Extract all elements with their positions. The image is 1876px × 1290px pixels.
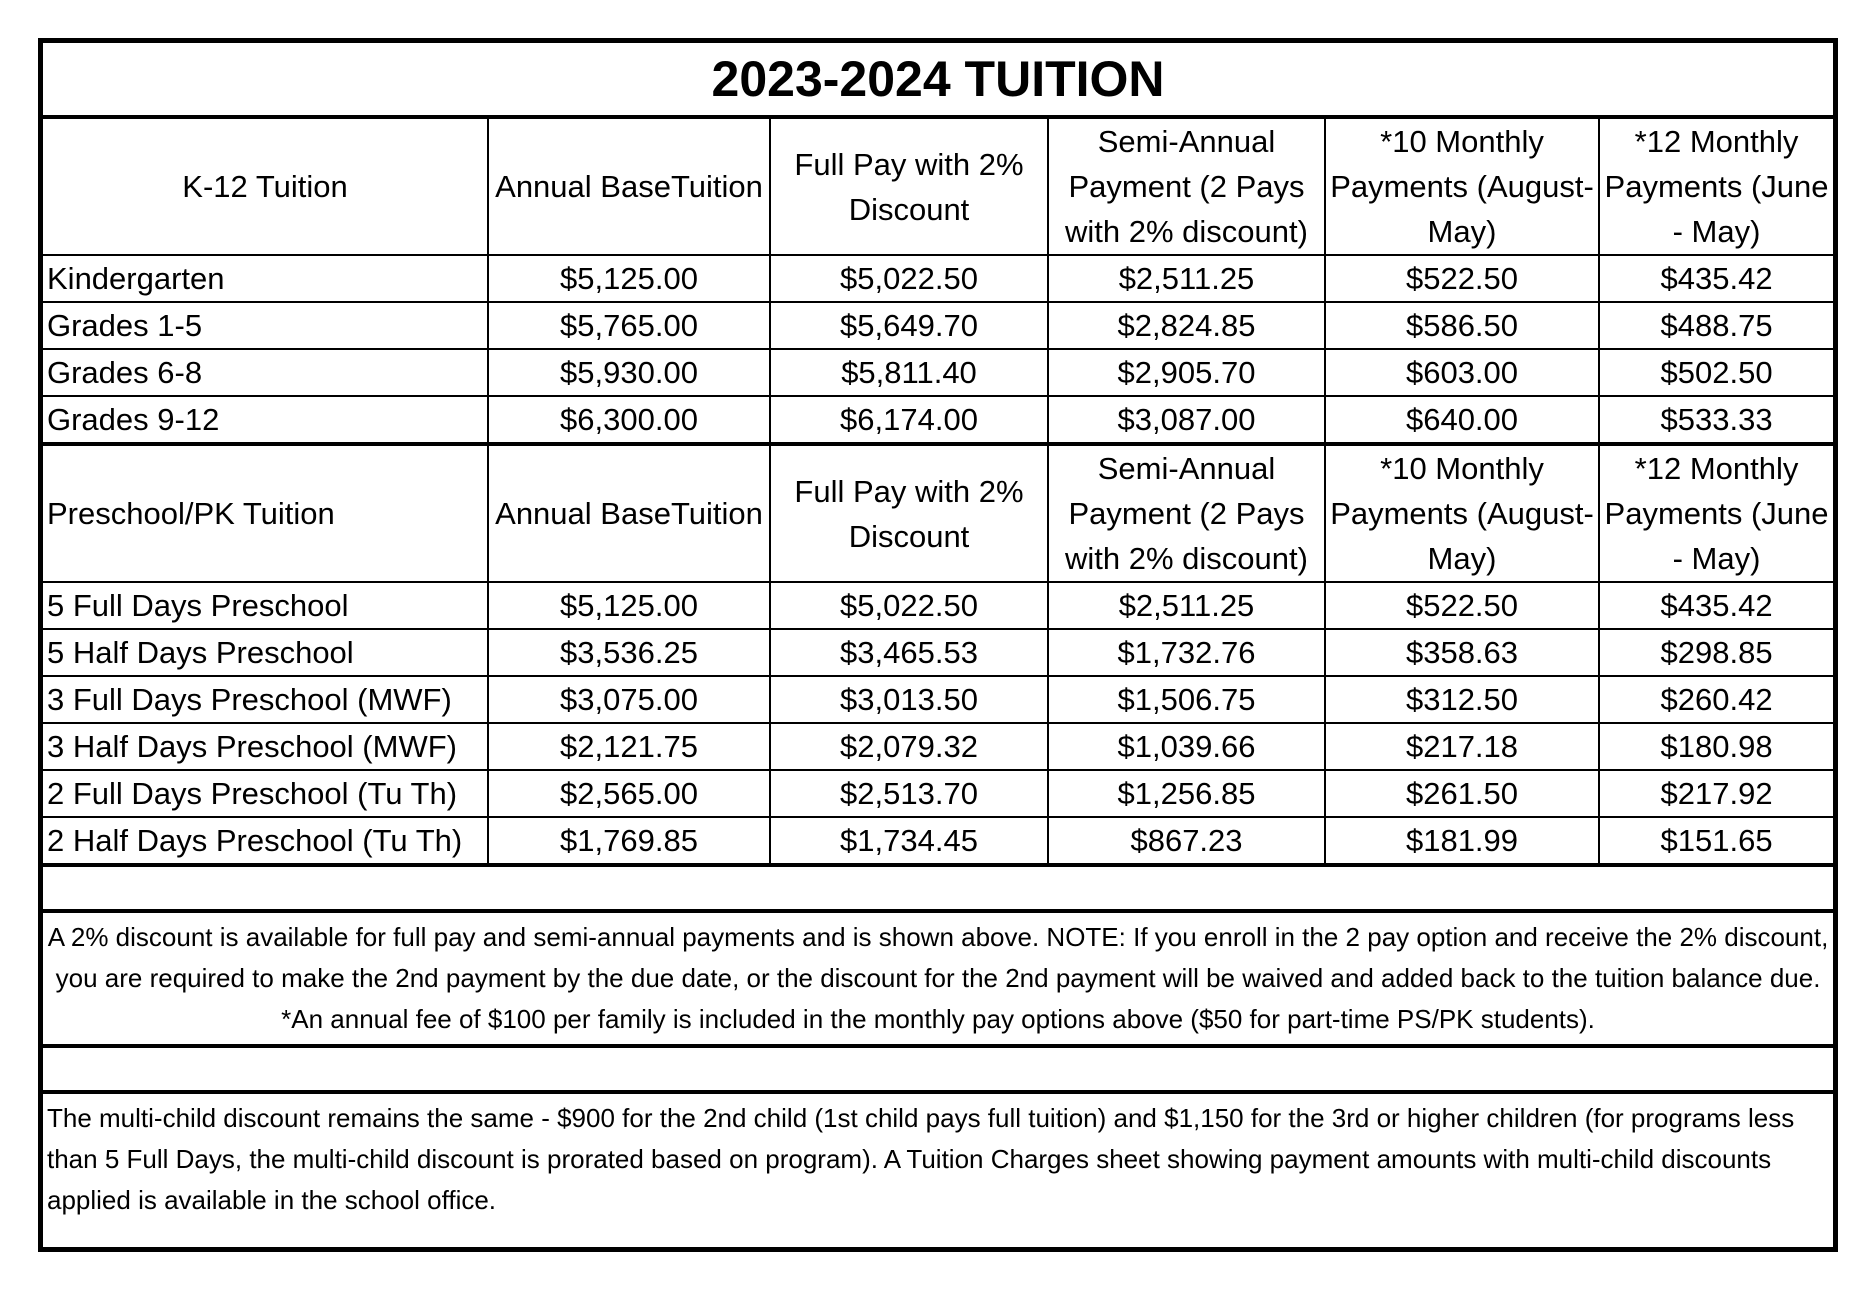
- price-cell: $502.50: [1599, 349, 1833, 396]
- price-cell: $181.99: [1325, 817, 1599, 865]
- price-cell: $867.23: [1048, 817, 1325, 865]
- tuition-table: [43, 43, 1833, 1225]
- price-cell: $5,022.50: [770, 582, 1048, 629]
- price-cell: $217.18: [1325, 723, 1599, 770]
- multichild-note: The multi-child discount remains the same - $900 for the 2nd child (1st child pays full tuition) and $1,150 for the 3rd or higher children (for programs less than 5 Full Days, the multi-child discount is prorated based on program). A Tuition Charges sheet showing payment amounts with multi-child discounts applied is available in the school office.: [43, 1092, 1833, 1225]
- row-label: Kindergarten: [43, 255, 488, 302]
- price-cell: $3,013.50: [770, 676, 1048, 723]
- table-row: [43, 770, 1833, 817]
- preschool-section: [43, 444, 1833, 865]
- price-cell: $640.00: [1325, 396, 1599, 444]
- price-cell: $586.50: [1325, 302, 1599, 349]
- price-cell: $5,765.00: [488, 302, 770, 349]
- table-row: [43, 676, 1833, 723]
- k12-column-header: *12 Monthly Payments (June - May): [1599, 117, 1833, 255]
- price-cell: $2,824.85: [1048, 302, 1325, 349]
- price-cell: $2,121.75: [488, 723, 770, 770]
- preschool-column-header: *12 Monthly Payments (June - May): [1599, 444, 1833, 582]
- price-cell: $2,079.32: [770, 723, 1048, 770]
- price-cell: $358.63: [1325, 629, 1599, 676]
- table-row: [43, 629, 1833, 676]
- price-cell: $151.65: [1599, 817, 1833, 865]
- price-cell: $6,174.00: [770, 396, 1048, 444]
- price-cell: $5,125.00: [488, 582, 770, 629]
- k12-column-header: *10 Monthly Payments (August-May): [1325, 117, 1599, 255]
- row-label: 3 Full Days Preschool (MWF): [43, 676, 488, 723]
- row-label: Grades 9-12: [43, 396, 488, 444]
- tuition-sheet: [38, 38, 1838, 1252]
- price-cell: $3,075.00: [488, 676, 770, 723]
- preschool-column-header: Semi-Annual Payment (2 Pays with 2% discount): [1048, 444, 1325, 582]
- price-cell: $3,087.00: [1048, 396, 1325, 444]
- price-cell: $6,300.00: [488, 396, 770, 444]
- price-cell: $261.50: [1325, 770, 1599, 817]
- price-cell: $1,506.75: [1048, 676, 1325, 723]
- table-row: [43, 817, 1833, 865]
- price-cell: $533.33: [1599, 396, 1833, 444]
- price-cell: $5,022.50: [770, 255, 1048, 302]
- k12-column-header: K-12 Tuition: [43, 117, 488, 255]
- price-cell: $5,811.40: [770, 349, 1048, 396]
- price-cell: $2,905.70: [1048, 349, 1325, 396]
- price-cell: $1,732.76: [1048, 629, 1325, 676]
- price-cell: $2,511.25: [1048, 582, 1325, 629]
- price-cell: $5,930.00: [488, 349, 770, 396]
- preschool-column-header: Annual BaseTuition: [488, 444, 770, 582]
- preschool-column-header: Full Pay with 2% Discount: [770, 444, 1048, 582]
- row-label: 2 Full Days Preschool (Tu Th): [43, 770, 488, 817]
- price-cell: $1,769.85: [488, 817, 770, 865]
- price-cell: $435.42: [1599, 255, 1833, 302]
- row-label: 5 Half Days Preschool: [43, 629, 488, 676]
- price-cell: $217.92: [1599, 770, 1833, 817]
- discount-note: A 2% discount is available for full pay and semi-annual payments and is shown above. NOTE: If you enroll in the 2 pay option and receive the 2% discount, you are required to make the 2nd payment by the due date, or the discount for the 2nd payment will be waived and added back to the tuition balance due. *An annual fee of $100 per family is included in the monthly pay options above ($50 for part-time PS/PK students).: [43, 911, 1833, 1046]
- price-cell: $522.50: [1325, 255, 1599, 302]
- price-cell: $298.85: [1599, 629, 1833, 676]
- price-cell: $3,465.53: [770, 629, 1048, 676]
- k12-column-header: Full Pay with 2% Discount: [770, 117, 1048, 255]
- row-label: 2 Half Days Preschool (Tu Th): [43, 817, 488, 865]
- page-title: 2023-2024 TUITION: [43, 43, 1833, 117]
- price-cell: $1,039.66: [1048, 723, 1325, 770]
- price-cell: $488.75: [1599, 302, 1833, 349]
- price-cell: $2,513.70: [770, 770, 1048, 817]
- price-cell: $2,511.25: [1048, 255, 1325, 302]
- price-cell: $3,536.25: [488, 629, 770, 676]
- k12-section: [43, 117, 1833, 444]
- preschool-column-header: *10 Monthly Payments (August-May): [1325, 444, 1599, 582]
- price-cell: $1,256.85: [1048, 770, 1325, 817]
- row-label: 5 Full Days Preschool: [43, 582, 488, 629]
- preschool-column-header: Preschool/PK Tuition: [43, 444, 488, 582]
- k12-column-header: Annual BaseTuition: [488, 117, 770, 255]
- k12-column-header: Semi-Annual Payment (2 Pays with 2% discount): [1048, 117, 1325, 255]
- price-cell: $522.50: [1325, 582, 1599, 629]
- price-cell: $435.42: [1599, 582, 1833, 629]
- row-label: Grades 1-5: [43, 302, 488, 349]
- price-cell: $180.98: [1599, 723, 1833, 770]
- price-cell: $260.42: [1599, 676, 1833, 723]
- blank-row: [43, 865, 1833, 911]
- preschool-header-row: [43, 444, 1833, 582]
- price-cell: $312.50: [1325, 676, 1599, 723]
- k12-header-row: [43, 117, 1833, 255]
- row-label: Grades 6-8: [43, 349, 488, 396]
- price-cell: $603.00: [1325, 349, 1599, 396]
- table-row: [43, 255, 1833, 302]
- price-cell: $1,734.45: [770, 817, 1048, 865]
- table-row: [43, 396, 1833, 444]
- price-cell: $5,649.70: [770, 302, 1048, 349]
- row-label: 3 Half Days Preschool (MWF): [43, 723, 488, 770]
- price-cell: $2,565.00: [488, 770, 770, 817]
- table-row: [43, 302, 1833, 349]
- table-row: [43, 349, 1833, 396]
- table-row: [43, 582, 1833, 629]
- blank-row: [43, 1046, 1833, 1092]
- price-cell: $5,125.00: [488, 255, 770, 302]
- table-row: [43, 723, 1833, 770]
